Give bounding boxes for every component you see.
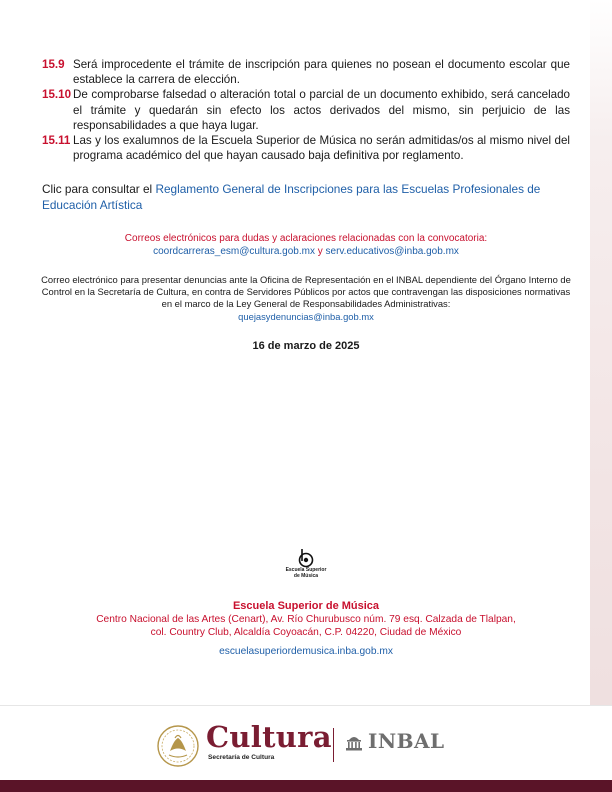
denuncias-text: Correo electrónico para presentar denuncias ante la Oficina de Representación en el INBAL dependiente del Órgano Interno de Control en la Secretaría de Cultura, en contra de Servidores Públicos por actos que contravengan las disposiciones normativas en el marco de la Ley General de Responsabilidades Administrativas: [41,274,571,310]
email-link-serv-educativos[interactable]: serv.educativos@inba.gob.mx [325,246,459,257]
esm-contact-block [0,600,612,658]
item-number: 15.11 [42,134,71,148]
bellas-artes-building-icon [345,734,363,752]
esm-address-line1: Centro Nacional de las Artes (Cenart), Av. Río Churubusco núm. 79 esq. Calzada de Tlalpan, [96,614,516,625]
requirements-list [42,57,570,213]
denuncias-paragraph [40,274,572,323]
item-number: 15.9 [42,58,65,71]
item-text: De comprobarse falsedad o alteración total o parcial de un documento exhibido, será cancelado el trámite y quedarán sin efecto los actos derivados del mismo, sin perjuicio de las responsabilidades a que haya lugar. [73,88,570,132]
email-link-quejas[interactable]: quejasydenuncias@inba.gob.mx [238,310,374,322]
esm-logo-line2: de Música [293,572,319,579]
list-item [42,87,570,133]
emails-label: Correos electrónicos para dudas y aclaraciones relacionadas con la convocatoria: [124,233,488,244]
item-text: Las y los exalumnos de la Escuela Superior de Música no serán admitidas/os al mismo nivel del programa académico del que hayan causado baja definitiva por reglamento. [73,134,570,163]
cultura-wordmark: Cultura [206,720,332,754]
inbal-wordmark: INBAL [368,729,445,753]
list-item [42,57,570,87]
esm-website-link[interactable]: escuelasuperiordemusica.inba.gob.mx [219,646,393,657]
bottom-bar [0,780,612,792]
reglamento-link[interactable]: Reglamento General de Inscripciones para las Escuelas Profesionales de Educación Artística [42,182,541,213]
mexico-crest-icon [156,724,200,768]
email-link-coordcarreras[interactable]: coordcarreras_esm@cultura.gob.mx [153,246,315,257]
esm-address-line2: col. Country Club, Alcaldía Coyoacán, C.P. 04220, Ciudad de México [150,627,462,638]
secretaria-label: Secretaría de Cultura [208,754,275,761]
esm-logo [276,548,336,579]
esm-title: Escuela Superior de Música [232,600,380,612]
list-item [42,133,570,163]
music-clef-icon [297,548,315,568]
esm-logo-line1: Escuela Superior [285,567,327,573]
email-joiner: y [314,246,326,257]
publication-date: 16 de marzo de 2025 [252,340,360,352]
item-text: Será improcedente el trámite de inscripción para quienes no posean el documento escolar que establece la carrera de elección. [73,58,570,87]
item-number: 15.10 [42,88,72,102]
consult-paragraph [42,181,570,213]
contact-emails [0,232,612,258]
logo-separator [333,728,334,762]
footer [0,706,612,780]
consult-prefix: Clic para consultar el [42,182,156,197]
